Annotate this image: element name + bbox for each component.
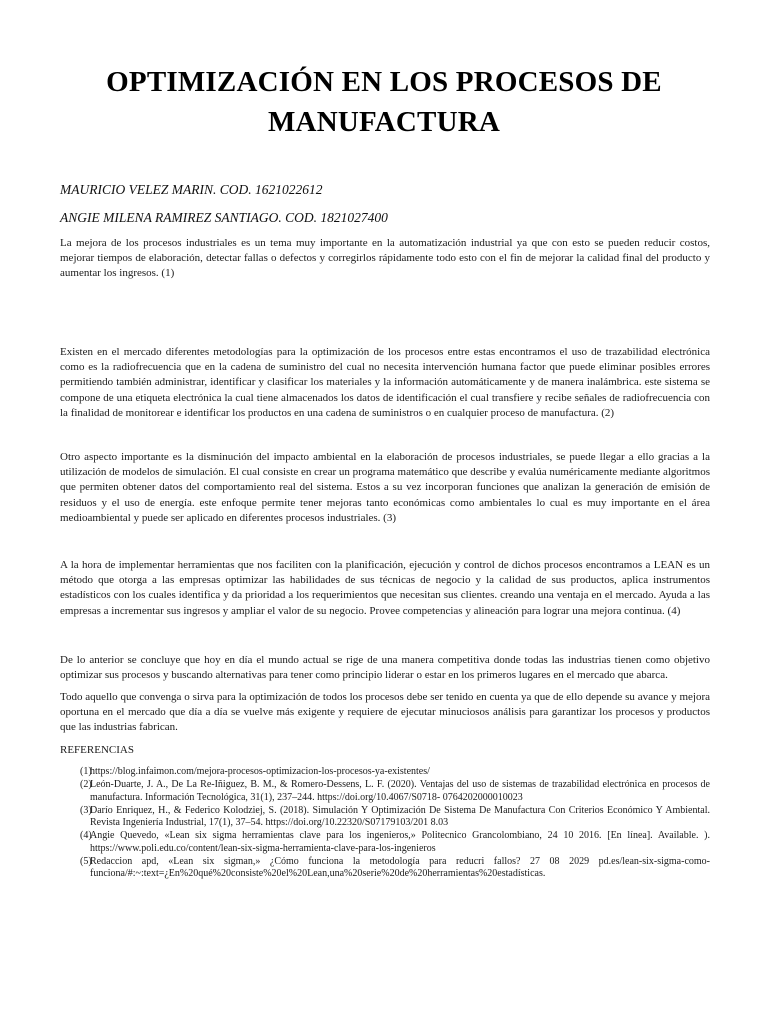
body-paragraph-5: De lo anterior se concluye que hoy en día el mundo actual se rige de una manera competitiva donde todas las industrias tienen como objetivo optimizar sus procesos y buscando alternativas para tener como principio liderar o estar en los primeros lugares en el mercado que abarca. (60, 654, 710, 682)
reference-text: https://blog.infaimon.com/mejora-procesos-optimizacion-los-procesos-ya-existentes/ (90, 766, 430, 777)
body-paragraph-2: Existen en el mercado diferentes metodologías para la optimización de los procesos entre estas encontramos el uso de trazabilidad electrónica como es la radiofrecuencia que en la cadena de suministro del cual no necesita intervención humana factor que puede eliminar posibles errores permitiendo también administrar, identificar y clasificar los materiales y la información automáticamente y de manera inalámbrica. este sistema se compone de una etiqueta electrónica la cual tiene almacenados los datos de identificación el cual transfiere y recibe señales de radiofrecuencia con la finalidad de monitorear e identificar los productos en una cadena de suministros o en cualquier proceso de manufactura. (2) (60, 346, 710, 419)
reference-item-1 (60, 766, 710, 779)
reference-number: (2) (80, 779, 92, 790)
reference-number: (4) (80, 830, 92, 841)
body-paragraph-1: La mejora de los procesos industriales es un tema muy importante en la automatización industrial ya que con esto se pueden reducir costos, mejorar tiempos de elaboración, detectar fallas o defectos y corregirlos rápidamente todo esto con el fin de mejorar la calidad final del producto y aumentar los ingresos. (1) (60, 237, 710, 280)
body-paragraph-4: A la hora de implementar herramientas que nos faciliten con la planificación, ejecución y control de dichos procesos encontramos a LEAN es un método que otorga a las empresas optimizar las habilidades de sus técnicas de negocio y la calidad de sus productos, aplica instrumentos estadísticos con los cuales identifica y da prioridad a los requerimientos que necesitan sus clientes. creando una ventaja en el mercado. Ayuda a las empresas a incrementar sus ingresos y ampliar el valor de su negocio. Provee competencias y alineación para lograr una mejora continua. (4) (60, 559, 710, 617)
reference-item-3 (60, 805, 710, 830)
reference-number: (1) (80, 766, 92, 777)
author-line-2: ANGIE MILENA RAMIREZ SANTIAGO. COD. 1821027400 (60, 210, 388, 225)
reference-text: Darío Enriquez, H., & Federico Kolodziej, S. (2018). Simulación Y Optimización De Sistema De Manufactura Con Criterios Económico Y Ambiental. Revista Ingeniería Industrial, 17(1), 37–54. https://doi.org/10.22320/S07179103/201 8.03 (90, 804, 710, 828)
reference-item-2 (60, 779, 710, 804)
document-title: OPTIMIZACIÓN EN LOS PROCESOS DE MANUFACTURA (106, 66, 662, 138)
body-paragraph-3: Otro aspecto importante es la disminución del impacto ambiental en la elaboración de procesos industriales, se puede llegar a ello gracias a la utilización de modelos de simulación. El cual consiste en crear un programa matemático que describe y evalúa numéricamente mediante algoritmos que permiten obtener datos del comportamiento real del sistema. Estos a su vez incorporan funciones que analizan la generación de emisión de residuos y el uso de energía. este enfoque permite tener mejoras tanto económicas como ambientales lo cual es muy importante en el área medioambiental y puede ser aplicado en diferentes procesos industriales. (3) (60, 451, 710, 524)
references-heading: REFERENCIAS (60, 744, 134, 756)
reference-number: (5) (80, 855, 92, 867)
author-line-1: MAURICIO VELEZ MARIN. COD. 1621022612 (60, 182, 323, 197)
reference-text: Angie Quevedo, «Lean six sigma herramientas clave para los ingenieros,» Politecnico Grancolombiano, 24 10 2016. [En línea]. Available. ). https://www.poli.edu.co/content/lean-six-sigma-herramienta-clave-para-los-ingenieros (90, 830, 710, 854)
reference-item-5 (60, 856, 710, 881)
reference-text: Redaccion apd, «Lean six sigman,» ¿Cómo funciona la metodología para reducri fallos? 27 08 2029 pd.es/lean-six-sigma-como-funciona/#:~:text=¿En%20qué%20consiste%20el%20Lean,una%20serie%20de%20herramientas%20estadísticas. (90, 855, 710, 879)
references-list (60, 766, 710, 881)
body-paragraph-6: Todo aquello que convenga o sirva para la optimización de todos los procesos debe ser tenido en cuenta ya que de ello depende su avance y mejora oportuna en el mercado que día a día se vuelve más exigente y requiere de ejecutar minuciosos análisis para garantizar los procesos y productos que las industrias fabrican. (60, 691, 710, 734)
reference-item-4 (60, 830, 710, 855)
reference-number: (3) (80, 804, 92, 816)
reference-text: León-Duarte, J. A., De La Re-Iñiguez, B. M., & Romero-Dessens, L. F. (2020). Ventajas del uso de sistemas de trazabilidad electrónica en procesos de manufactura. Información Tecnológica, 31(1), 237–244. https://doi.org/10.4067/S0718- 0764202000010023 (90, 779, 710, 803)
